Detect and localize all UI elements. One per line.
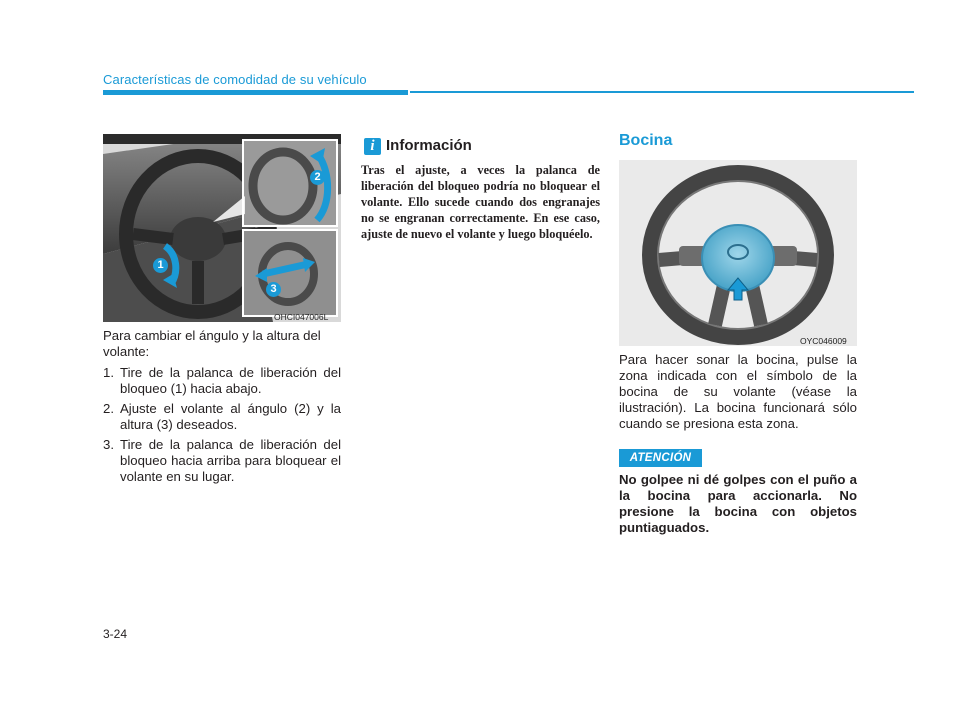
list-item: 1. Tire de la palanca de liberación del bloqueo (1) hacia abajo. xyxy=(103,365,341,396)
info-text: Tras el ajuste, a veces la palanca de liberación del bloqueo podría no bloquear el volante. Ello sucede cuando dos engranajes no se engranan correctamente. En ese caso, ajuste de nuevo el volante y luego bloquéelo. xyxy=(361,163,600,241)
steering-wheel-drawing xyxy=(619,160,857,346)
steering-adjust-illustration xyxy=(103,134,341,322)
adjust-steps xyxy=(103,365,341,485)
steering-adjust-drawing xyxy=(103,134,341,322)
callout-3: 3 xyxy=(266,282,281,297)
info-title: Información xyxy=(386,137,472,154)
list-item: 2. Ajuste el volante al ángulo (2) y la altura (3) deseados. xyxy=(103,401,341,432)
callout-1: 1 xyxy=(153,258,168,273)
info-icon: i xyxy=(364,138,381,155)
horn-body: Para hacer sonar la bocina, pulse la zona indicada con el símbolo de la bocina de su volante (véase la ilustración). La bocina funcionará sólo cuando se presiona esta zona. xyxy=(619,352,857,431)
list-item: 3. Tire de la palanca de liberación del bloqueo hacia arriba para bloquear el volante en su lugar. xyxy=(103,437,341,484)
section-heading-bocina: Bocina xyxy=(619,132,673,149)
adjust-intro: Para cambiar el ángulo y la altura del volante: xyxy=(103,328,321,359)
header-accent-bar xyxy=(103,90,408,95)
header-rule xyxy=(410,91,914,93)
image-code-2: OYC046009 xyxy=(800,336,847,346)
page-number: 3-24 xyxy=(103,627,128,641)
image-code-1: OHCI047006L xyxy=(274,312,329,322)
column1-body xyxy=(103,328,341,489)
callout-2: 2 xyxy=(310,170,325,185)
section-header-title: Características de comodidad de su vehículo xyxy=(103,72,367,87)
warning-badge: ATENCIÓN xyxy=(619,449,702,467)
horn-illustration xyxy=(619,160,857,346)
warning-text: No golpee ni dé golpes con el puño a la bocina para accionarla. No presione la bocina con objetos puntiaguados. xyxy=(619,472,857,535)
